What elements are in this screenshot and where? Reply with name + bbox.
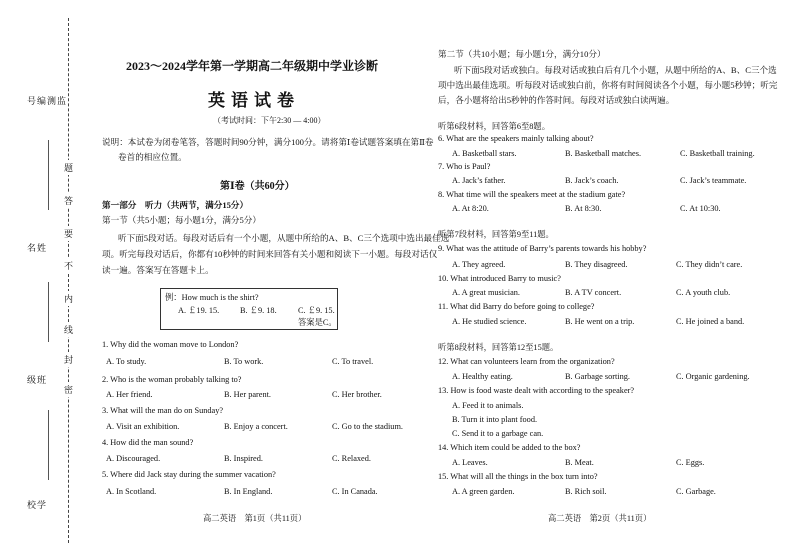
option-b: B. Turn it into plant food. (452, 415, 538, 424)
option-a: A. Her friend. (106, 390, 153, 399)
page-footer-left: 高二英语 第1页（共11页） (203, 514, 307, 523)
question: 5. Where did Jack stay during the summer vacation? (102, 470, 276, 479)
option-b: B. Meat. (565, 458, 594, 467)
option-b: B. Inspired. (224, 454, 263, 463)
option-c: C. Basketball training. (680, 149, 755, 158)
option-c: C. Her brother. (332, 390, 382, 399)
seal-char: 密 (64, 382, 73, 397)
option-c: C. Go to the stadium. (332, 422, 403, 431)
directions-line: 听下面5段对话。每段对话后有一个小题，从题中所给的A、B、C三个选项中选出最佳选 (118, 233, 450, 243)
directions-line: 项。听完每段对话后，你都有10秒钟的时间来回答有关小题和阅读下一小题。每段对话仅 (102, 249, 438, 259)
seal-char: 不 (64, 258, 73, 273)
option-a: A. Basketball stars. (452, 149, 517, 158)
material-heading: 听第6段材料，回答第6至8题。 (438, 122, 551, 131)
name-label: 姓 名 (26, 243, 46, 261)
seal-char: 线 (64, 322, 73, 337)
question: 12. What can volunteers learn from the organization? (438, 357, 615, 366)
option-b: B. Rich soil. (565, 487, 607, 496)
option-b: B. A TV concert. (565, 288, 622, 297)
option-a: A. He studied science. (452, 317, 527, 326)
option-b: B. Garbage sorting. (565, 372, 630, 381)
question: 4. How did the man sound? (102, 438, 194, 447)
option-c: C. Garbage. (676, 487, 716, 496)
exam-title: 2023～2024学年第一学期高二年级期中学业诊断 (126, 59, 379, 73)
option-a: A. Discouraged. (106, 454, 161, 463)
seal-char: 题 (64, 160, 73, 175)
question: 1. Why did the woman move to London? (102, 340, 239, 349)
question: 11. What did Barry do before going to college? (438, 302, 595, 311)
example-option-b: B. ￡9. 18. (240, 306, 277, 315)
subject-title: 英语试卷 (208, 91, 300, 110)
directions-line: 读一遍。答案写在答题卡上。 (102, 265, 214, 275)
option-c: C. A youth club. (676, 288, 731, 297)
directions-line: 项中选出最佳选项。听每段对话或独白前，你将有时间阅读各个小题，每小题5秒钟；听完 (438, 80, 778, 90)
option-c: C. To travel. (332, 357, 374, 366)
question: 8. What time will the speakers meet at the stadium gate? (438, 190, 626, 199)
seal-char: 答 (64, 193, 73, 208)
section-title: 第一部分 听力（共两节，满分15分） (102, 200, 249, 210)
seal-char: 要 (64, 226, 73, 241)
option-b: B. Basketball matches. (565, 149, 642, 158)
option-b: B. At 8:30. (565, 204, 602, 213)
option-b: B. Her parent. (224, 390, 271, 399)
option-b: B. Enjoy a concert. (224, 422, 288, 431)
option-b: B. They disagreed. (565, 260, 628, 269)
option-b: B. He went on a trip. (565, 317, 635, 326)
exam-number-line (48, 140, 50, 210)
seal-char: 内 (64, 291, 73, 306)
subsection-title: 第一节（共5小题；每小题1分，满分5分） (102, 215, 261, 225)
option-a: A. Jack’s father. (452, 176, 506, 185)
directions-line: 后，各小题将给出5秒钟的作答时间。每段对话或独白读两遍。 (438, 95, 675, 105)
example-option-a: A. ￡19. 15. (178, 306, 220, 315)
option-a: A. Leaves. (452, 458, 488, 467)
option-a: A. Visit an exhibition. (106, 422, 180, 431)
option-a: A. They agreed. (452, 260, 506, 269)
question: 10. What introduced Barry to music? (438, 274, 561, 283)
option-c: C. Relaxed. (332, 454, 371, 463)
option-c: C. He joined a band. (676, 317, 745, 326)
question: 15. What will all the things in the box turn into? (438, 472, 598, 481)
option-b: B. In England. (224, 487, 273, 496)
class-line (48, 410, 50, 480)
option-a: A. To study. (106, 357, 147, 366)
option-a: A. Healthy eating. (452, 372, 513, 381)
question: 14. Which item could be added to the box? (438, 443, 581, 452)
question: 9. What was the attitude of Barry’s parents towards his hobby? (438, 244, 647, 253)
option-c: C. Jack’s teammate. (680, 176, 747, 185)
question: 6. What are the speakers mainly talking about? (438, 134, 594, 143)
option-b: B. To work. (224, 357, 264, 366)
exam-number-label: 监测编号 (26, 96, 66, 105)
example-question: 例：How much is the shirt? (165, 293, 259, 302)
option-a: A. A great musician. (452, 288, 520, 297)
question: 13. How is food waste dealt with according to the speaker? (438, 386, 635, 395)
seal-char: 封 (64, 352, 73, 367)
volume-title: 第Ⅰ卷（共60分） (220, 181, 295, 192)
name-line (48, 282, 50, 342)
example-answer: 答案是C。 (298, 318, 337, 327)
subsection-title: 第二节（共10小题；每小题1分，满分10分） (438, 49, 606, 59)
instruction-line: 卷首的相应位置。 (118, 152, 187, 162)
page-footer-right: 高二英语 第2页（共11页） (548, 514, 652, 523)
exam-time: （考试时间：下午2:30 — 4:00） (213, 116, 326, 125)
school-label: 学 校 (26, 500, 46, 518)
option-a: A. Feed it to animals. (452, 401, 524, 410)
question: 2. Who is the woman probably talking to? (102, 375, 242, 384)
option-c: C. At 10:30. (680, 204, 721, 213)
option-b: B. Jack’s coach. (565, 176, 619, 185)
option-a: A. A green garden. (452, 487, 515, 496)
question: 7. Who is Paul? (438, 162, 491, 171)
option-c: C. Eggs. (676, 458, 705, 467)
material-heading: 听第7段材料，回答第9至11题。 (438, 230, 554, 239)
option-c: C. Send it to a garbage can. (452, 429, 544, 438)
binding-dashed-line (68, 18, 70, 543)
example-option-c: C. ￡9. 15. (298, 306, 335, 315)
option-a: A. At 8:20. (452, 204, 489, 213)
option-c: C. In Canada. (332, 487, 378, 496)
instruction-line: 说明：本试卷为闭卷笔答，答题时间90分钟，满分100分。请将第Ⅰ卷试题答案填在第Ⅱ卷 (102, 137, 434, 147)
option-a: A. In Scotland. (106, 487, 157, 496)
material-heading: 听第8段材料，回答第12至15题。 (438, 343, 559, 352)
question: 3. What will the man do on Sunday? (102, 406, 224, 415)
option-c: C. Organic gardening. (676, 372, 750, 381)
class-label: 班 级 (26, 375, 46, 393)
option-c: C. They didn’t care. (676, 260, 743, 269)
directions-line: 听下面5段对话或独白。每段对话或独白后有几个小题，从题中所给的A、B、C三个选 (454, 65, 777, 75)
